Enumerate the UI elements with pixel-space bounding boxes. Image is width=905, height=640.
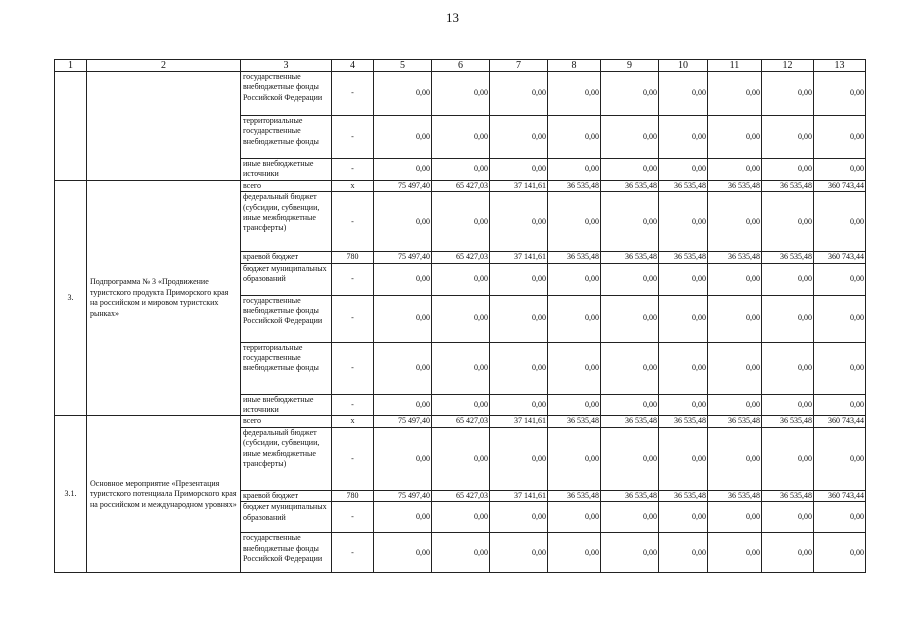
value-cell: 0,00 <box>659 533 708 573</box>
value-cell: 36 535,48 <box>601 252 659 263</box>
value-cell: 0,00 <box>490 72 548 116</box>
value-cell: 0,00 <box>490 427 548 490</box>
code-cell: - <box>332 159 374 181</box>
value-cell: 36 535,48 <box>548 180 601 191</box>
value-cell: 360 743,44 <box>814 490 866 501</box>
header-row <box>55 60 866 72</box>
value-cell: 360 743,44 <box>814 416 866 427</box>
value-cell: 0,00 <box>601 502 659 533</box>
header-col-12: 12 <box>762 60 814 72</box>
value-cell: 0,00 <box>490 533 548 573</box>
header-col-1: 1 <box>55 60 87 72</box>
code-cell: 780 <box>332 252 374 263</box>
value-cell: 37 141,61 <box>490 252 548 263</box>
value-cell: 0,00 <box>374 72 432 116</box>
value-cell: 0,00 <box>814 427 866 490</box>
funding-source-cell: бюджет муниципальных образований <box>241 263 332 295</box>
header-col-7: 7 <box>490 60 548 72</box>
value-cell: 0,00 <box>708 394 762 416</box>
value-cell: 0,00 <box>601 116 659 159</box>
value-cell: 36 535,48 <box>708 252 762 263</box>
value-cell: 0,00 <box>762 394 814 416</box>
value-cell: 360 743,44 <box>814 180 866 191</box>
row-number-cell <box>55 72 87 181</box>
value-cell: 75 497,40 <box>374 180 432 191</box>
value-cell: 65 427,03 <box>432 252 490 263</box>
value-cell: 0,00 <box>432 263 490 295</box>
value-cell: 0,00 <box>601 533 659 573</box>
funding-source-cell: федеральный бюджет (субсидии, субвенции, иные межбюджетные трансферты) <box>241 427 332 490</box>
funding-source-cell: территориальные государственные внебюджетные фонды <box>241 342 332 394</box>
value-cell: 0,00 <box>659 295 708 342</box>
value-cell: 0,00 <box>490 295 548 342</box>
value-cell: 0,00 <box>708 342 762 394</box>
value-cell: 0,00 <box>708 533 762 573</box>
value-cell: 0,00 <box>432 427 490 490</box>
header-col-4: 4 <box>332 60 374 72</box>
value-cell: 75 497,40 <box>374 490 432 501</box>
value-cell: 0,00 <box>548 116 601 159</box>
value-cell: 0,00 <box>432 159 490 181</box>
table-row <box>55 416 866 427</box>
code-cell: - <box>332 192 374 252</box>
value-cell: 0,00 <box>374 427 432 490</box>
code-cell: - <box>332 394 374 416</box>
value-cell: 0,00 <box>490 263 548 295</box>
value-cell: 0,00 <box>432 342 490 394</box>
value-cell: 0,00 <box>814 116 866 159</box>
value-cell: 65 427,03 <box>432 490 490 501</box>
value-cell: 0,00 <box>432 394 490 416</box>
value-cell: 36 535,48 <box>708 490 762 501</box>
value-cell: 0,00 <box>490 116 548 159</box>
code-cell: - <box>332 263 374 295</box>
value-cell: 0,00 <box>708 159 762 181</box>
value-cell: 0,00 <box>374 502 432 533</box>
program-name-cell: Подпрограмма № 3 «Продвижение туристского продукта Приморского края на российском и мировом туристских рынках» <box>87 180 241 416</box>
value-cell: 0,00 <box>548 502 601 533</box>
value-cell: 0,00 <box>548 533 601 573</box>
value-cell: 0,00 <box>659 116 708 159</box>
header-col-11: 11 <box>708 60 762 72</box>
value-cell: 0,00 <box>548 192 601 252</box>
funding-source-cell: государственные внебюджетные фонды Российской Федерации <box>241 72 332 116</box>
code-cell: 780 <box>332 490 374 501</box>
value-cell: 0,00 <box>659 159 708 181</box>
value-cell: 65 427,03 <box>432 416 490 427</box>
value-cell: 65 427,03 <box>432 180 490 191</box>
value-cell: 0,00 <box>708 502 762 533</box>
value-cell: 0,00 <box>601 159 659 181</box>
value-cell: 0,00 <box>432 502 490 533</box>
value-cell: 0,00 <box>548 394 601 416</box>
value-cell: 0,00 <box>659 427 708 490</box>
funding-source-cell: краевой бюджет <box>241 490 332 501</box>
value-cell: 36 535,48 <box>762 490 814 501</box>
header-col-9: 9 <box>601 60 659 72</box>
value-cell: 0,00 <box>601 427 659 490</box>
value-cell: 0,00 <box>814 159 866 181</box>
value-cell: 0,00 <box>814 295 866 342</box>
value-cell: 0,00 <box>601 342 659 394</box>
value-cell: 0,00 <box>374 394 432 416</box>
value-cell: 0,00 <box>708 295 762 342</box>
value-cell: 36 535,48 <box>762 416 814 427</box>
funding-source-cell: иные внебюджетные источники <box>241 394 332 416</box>
value-cell: 36 535,48 <box>762 252 814 263</box>
value-cell: 0,00 <box>659 342 708 394</box>
value-cell: 0,00 <box>601 394 659 416</box>
funding-source-cell: федеральный бюджет (субсидии, субвенции, иные межбюджетные трансферты) <box>241 192 332 252</box>
value-cell: 0,00 <box>601 295 659 342</box>
value-cell: 0,00 <box>659 192 708 252</box>
value-cell: 0,00 <box>762 192 814 252</box>
value-cell: 0,00 <box>708 192 762 252</box>
table-row <box>55 72 866 116</box>
header-col-6: 6 <box>432 60 490 72</box>
value-cell: 0,00 <box>490 502 548 533</box>
value-cell: 0,00 <box>659 502 708 533</box>
value-cell: 0,00 <box>762 72 814 116</box>
funding-source-cell: государственные внебюджетные фонды Российской Федерации <box>241 533 332 573</box>
value-cell: 36 535,48 <box>601 490 659 501</box>
value-cell: 36 535,48 <box>548 490 601 501</box>
program-name-cell: Основное мероприятие «Презентация туристского потенциала Приморского края на российском и международном уровнях» <box>87 416 241 573</box>
value-cell: 0,00 <box>762 502 814 533</box>
code-cell: - <box>332 72 374 116</box>
value-cell: 0,00 <box>432 72 490 116</box>
funding-source-cell: бюджет муниципальных образований <box>241 502 332 533</box>
value-cell: 0,00 <box>762 533 814 573</box>
value-cell: 0,00 <box>548 263 601 295</box>
budget-table <box>54 59 866 573</box>
value-cell: 36 535,48 <box>548 416 601 427</box>
value-cell: 0,00 <box>432 295 490 342</box>
code-cell: - <box>332 533 374 573</box>
code-cell: - <box>332 427 374 490</box>
row-number-cell: 3.1. <box>55 416 87 573</box>
header-col-3: 3 <box>241 60 332 72</box>
value-cell: 0,00 <box>548 342 601 394</box>
value-cell: 75 497,40 <box>374 416 432 427</box>
value-cell: 0,00 <box>708 263 762 295</box>
value-cell: 0,00 <box>814 502 866 533</box>
value-cell: 0,00 <box>374 295 432 342</box>
value-cell: 0,00 <box>374 342 432 394</box>
header-col-13: 13 <box>814 60 866 72</box>
value-cell: 0,00 <box>374 159 432 181</box>
funding-source-cell: всего <box>241 180 332 191</box>
value-cell: 0,00 <box>490 394 548 416</box>
value-cell: 0,00 <box>708 427 762 490</box>
value-cell: 37 141,61 <box>490 180 548 191</box>
value-cell: 0,00 <box>601 192 659 252</box>
value-cell: 0,00 <box>490 192 548 252</box>
value-cell: 0,00 <box>548 159 601 181</box>
row-number-cell: 3. <box>55 180 87 416</box>
value-cell: 0,00 <box>490 159 548 181</box>
funding-source-cell: территориальные государственные внебюджетные фонды <box>241 116 332 159</box>
value-cell: 0,00 <box>601 263 659 295</box>
value-cell: 36 535,48 <box>659 416 708 427</box>
value-cell: 0,00 <box>814 72 866 116</box>
code-cell: - <box>332 295 374 342</box>
value-cell: 0,00 <box>374 116 432 159</box>
value-cell: 0,00 <box>814 533 866 573</box>
table-row <box>55 180 866 191</box>
funding-source-cell: иные внебюджетные источники <box>241 159 332 181</box>
value-cell: 37 141,61 <box>490 490 548 501</box>
value-cell: 75 497,40 <box>374 252 432 263</box>
value-cell: 0,00 <box>762 427 814 490</box>
funding-source-cell: всего <box>241 416 332 427</box>
value-cell: 36 535,48 <box>659 490 708 501</box>
value-cell: 0,00 <box>708 72 762 116</box>
value-cell: 0,00 <box>432 192 490 252</box>
value-cell: 0,00 <box>548 427 601 490</box>
value-cell: 0,00 <box>762 295 814 342</box>
value-cell: 0,00 <box>762 342 814 394</box>
value-cell: 36 535,48 <box>548 252 601 263</box>
value-cell: 360 743,44 <box>814 252 866 263</box>
value-cell: 0,00 <box>548 72 601 116</box>
code-cell: - <box>332 502 374 533</box>
value-cell: 0,00 <box>814 394 866 416</box>
value-cell: 36 535,48 <box>601 416 659 427</box>
value-cell: 0,00 <box>432 533 490 573</box>
value-cell: 0,00 <box>374 192 432 252</box>
value-cell: 0,00 <box>374 263 432 295</box>
header-col-10: 10 <box>659 60 708 72</box>
code-cell: - <box>332 342 374 394</box>
value-cell: 36 535,48 <box>659 252 708 263</box>
value-cell: 0,00 <box>814 342 866 394</box>
page-number: 13 <box>446 10 459 25</box>
value-cell: 36 535,48 <box>601 180 659 191</box>
value-cell: 0,00 <box>814 192 866 252</box>
value-cell: 0,00 <box>374 533 432 573</box>
value-cell: 0,00 <box>814 263 866 295</box>
value-cell: 0,00 <box>490 342 548 394</box>
funding-source-cell: краевой бюджет <box>241 252 332 263</box>
value-cell: 0,00 <box>762 159 814 181</box>
value-cell: 0,00 <box>659 72 708 116</box>
code-cell: - <box>332 116 374 159</box>
value-cell: 0,00 <box>659 263 708 295</box>
header-col-2: 2 <box>87 60 241 72</box>
value-cell: 0,00 <box>432 116 490 159</box>
program-name-cell <box>87 72 241 181</box>
value-cell: 37 141,61 <box>490 416 548 427</box>
value-cell: 36 535,48 <box>708 180 762 191</box>
funding-source-cell: государственные внебюджетные фонды Российской Федерации <box>241 295 332 342</box>
value-cell: 0,00 <box>762 116 814 159</box>
header-col-8: 8 <box>548 60 601 72</box>
value-cell: 36 535,48 <box>659 180 708 191</box>
code-cell: х <box>332 180 374 191</box>
header-col-5: 5 <box>374 60 432 72</box>
code-cell: х <box>332 416 374 427</box>
value-cell: 36 535,48 <box>762 180 814 191</box>
value-cell: 0,00 <box>708 116 762 159</box>
value-cell: 36 535,48 <box>708 416 762 427</box>
value-cell: 0,00 <box>601 72 659 116</box>
value-cell: 0,00 <box>762 263 814 295</box>
value-cell: 0,00 <box>659 394 708 416</box>
value-cell: 0,00 <box>548 295 601 342</box>
